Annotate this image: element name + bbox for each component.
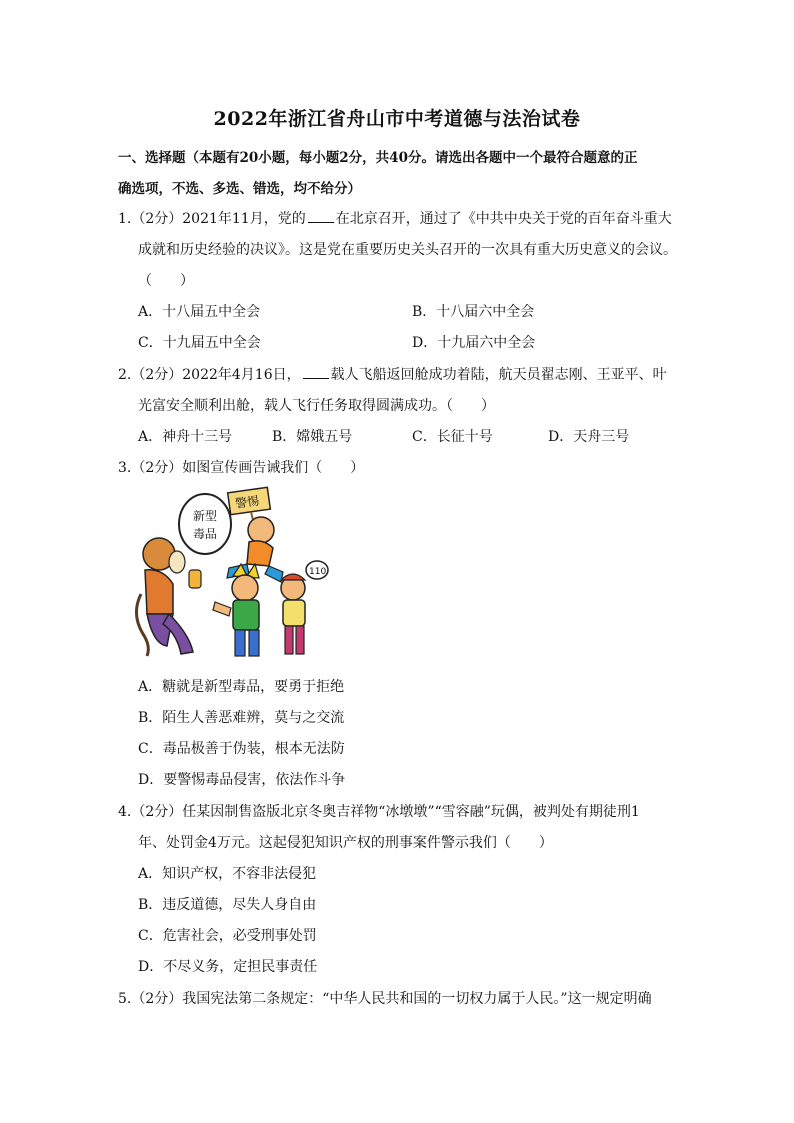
- question-2-option-d: D．天舟三号: [548, 429, 630, 445]
- question-2-text-a: 2.（2分）2022年4月16日，: [118, 367, 301, 383]
- question-4-option-a: A．知识产权，不容非法侵犯: [138, 866, 317, 882]
- question-1-text-a: 1.（2分）2021年11月，党的: [118, 211, 306, 227]
- warning-sign-text: 警惕: [234, 493, 261, 511]
- speech-bubble: [179, 494, 231, 554]
- question-4-option-b: B．违反道德，尽失人身自由: [138, 897, 317, 913]
- anti-drug-cartoon-illustration: [133, 484, 333, 662]
- answer-blank: [308, 210, 334, 223]
- question-2-text-b: 载人飞船返回舱成功着陆，航天员翟志刚、王亚平、叶: [330, 367, 667, 383]
- question-3-option-b: B．陌生人善恶难辨，莫与之交流: [138, 710, 345, 726]
- question-1-option-d: D．十九届六中全会: [412, 335, 536, 351]
- question-1-line-1: [118, 208, 672, 228]
- answer-blank: [303, 366, 329, 379]
- page-title: 2022年浙江省舟山市中考道德与法治试卷: [213, 108, 581, 130]
- question-2-line-2: 光富安全顺利出舱，载人飞行任务取得圆满成功。（ ）: [138, 398, 495, 414]
- question-3-line-1: 3.（2分）如图宣传画告诫我们（ ）: [118, 460, 365, 476]
- question-1-line-3: （ ）: [138, 273, 194, 289]
- question-1-option-b: B．十八届六中全会: [412, 304, 535, 320]
- question-1-text-b: 在北京召开，通过了《中共中央关于党的百年奋斗重大: [335, 211, 672, 227]
- question-5-line-1: 5.（2分）我国宪法第二条规定：“中华人民共和国的一切权力属于人民。”这一规定明确: [118, 991, 652, 1007]
- question-4-line-1: 4.（2分）任某因制售盗版北京冬奥吉祥物“冰墩墩”“雪容融”玩偶，被判处有期徒刑1: [118, 804, 640, 820]
- bubble-text-line-1: 新型: [193, 509, 218, 523]
- question-4-option-c: C．危害社会，必受刑事处罚: [138, 928, 317, 944]
- question-1-option-c: C．十九届五中全会: [138, 335, 261, 351]
- section-heading-line-2: 确选项，不选、多选、错选，均不给分）: [118, 181, 361, 197]
- question-2-option-b: B．嫦娥五号: [272, 429, 353, 445]
- question-2-line-1: [118, 364, 667, 384]
- question-3-option-c: C．毒品极善于伪装，根本无法防: [138, 741, 345, 757]
- question-4-line-2: 年、处罚金4万元。这起侵犯知识产权的刑事案件警示我们（ ）: [138, 835, 553, 851]
- candy-bottle: [189, 570, 201, 588]
- question-4-option-d: D．不尽义务，定担民事责任: [138, 959, 318, 975]
- section-heading-line-1: 一、选择题（本题有20小题，每小题2分，共40分。请选出各题中一个最符合题意的正: [118, 150, 638, 166]
- question-3-option-d: D．要警惕毒品侵害，依法作斗争: [138, 772, 346, 788]
- question-3-option-a: A．糖就是新型毒品，要勇于拒绝: [138, 679, 345, 695]
- question-1-line-2: 成就和历史经验的决议》。这是党在重要历史关头召开的一次具有重大历史意义的会议。: [138, 242, 677, 258]
- question-2-option-a: A．神舟十三号: [138, 429, 233, 445]
- mask: [169, 551, 185, 573]
- question-2-option-c: C．长征十号: [412, 429, 493, 445]
- phone-bubble-text: 110: [309, 567, 327, 577]
- bubble-text-line-2: 毒品: [193, 527, 218, 541]
- question-1-option-a: A．十八届五中全会: [138, 304, 261, 320]
